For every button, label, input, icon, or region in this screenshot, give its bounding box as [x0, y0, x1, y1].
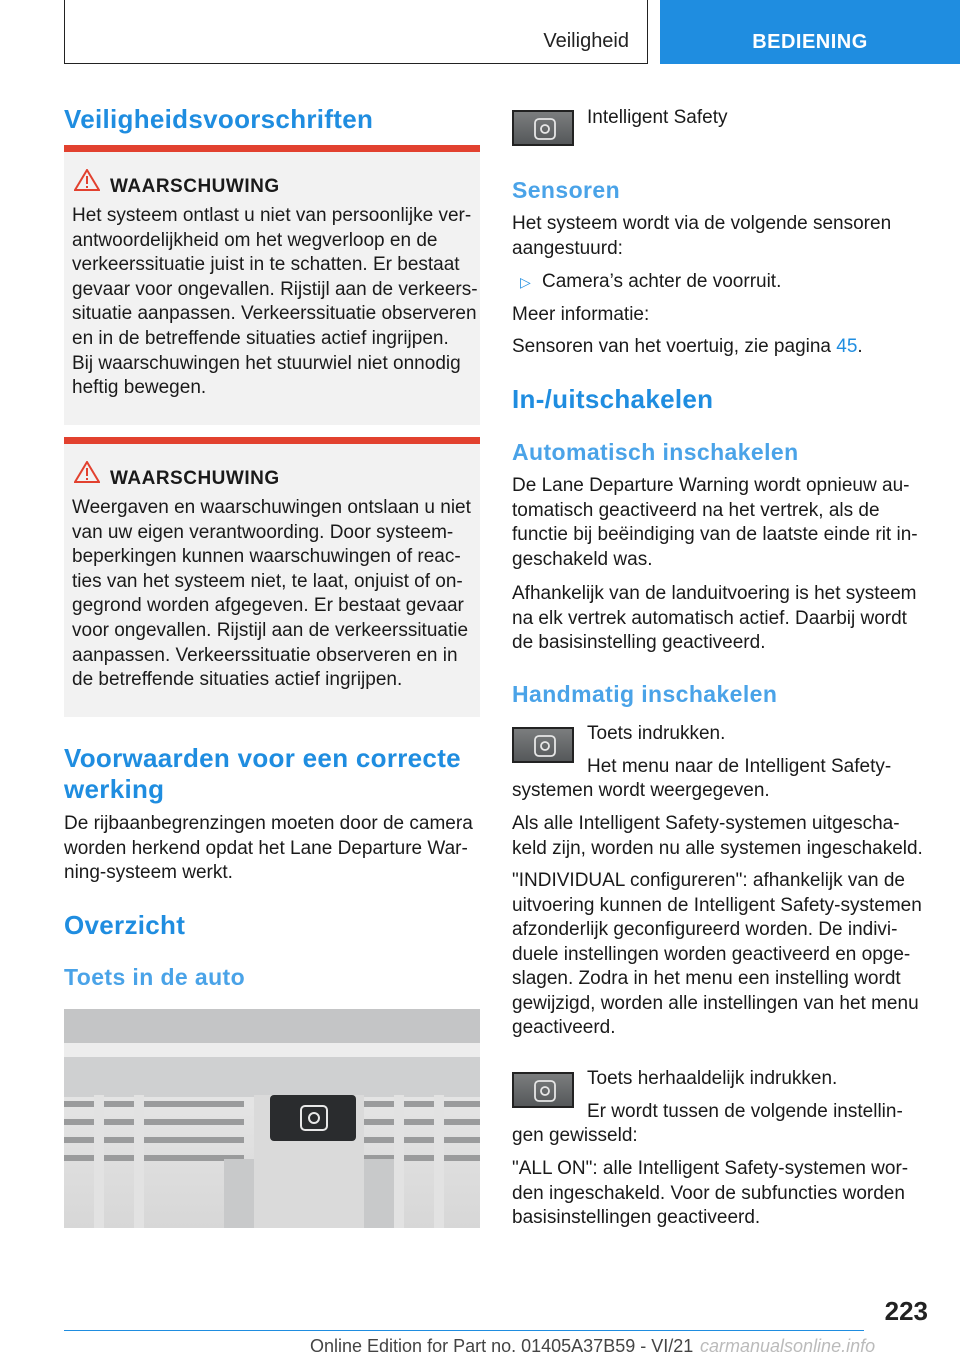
manual-step-2-result-line2: gen gewisseld: — [512, 1125, 638, 1146]
page-title: Veiligheidsvoorschriften — [64, 104, 374, 134]
heading-sensors: Sensoren — [512, 177, 621, 203]
footer-divider — [64, 1330, 864, 1331]
warning-text: Weergaven en waarschuwingen ontslaan u niet van uw eigen verantwoording. Door systeem- beperkingen kunnen waarschuwingen of reac- ties van het systeem niet, te laat, onjuist of on- gegrond worden afgegeven. Er bestaat gevaar voor ongevallen. Rijstijl aan de verkeerssituatie aanpassen. Verkeerssituatie observeren en in de betreffende situaties actief ingrijpen. — [72, 497, 471, 691]
page-link[interactable]: 45 — [836, 336, 858, 357]
heading-on-off: In-/uitschakelen — [512, 384, 714, 414]
warning-text: Het systeem ontlast u niet van persoonlijke ver- antwoordelijkheid om het wegverloop en de verkeerssituatie juist in te schatten. Er bestaat gevaar voor ongevallen. Rijstijl aan de verkeers- situatie aanpassen. Verkeerssituatie observeren en in de betreffende situaties actief ingrijpen. Bij waarschuwingen het stuurwiel niet onnodig heftig bewegen. — [72, 205, 478, 399]
header-section-box — [64, 0, 648, 64]
footer-edition: Online Edition for Part no. 01405A37B59 - VI/21 — [310, 1336, 694, 1356]
warning-label: WAARSCHUWING — [110, 176, 280, 197]
warning-triangle-icon — [74, 169, 100, 196]
manual-step-1: Toets indrukken. — [587, 723, 726, 744]
watermark: carmanualsonline.info — [700, 1336, 876, 1356]
heading-overview: Overzicht — [64, 910, 186, 940]
manual-step-1-result-line1: Het menu naar de Intelligent Safety- — [587, 756, 892, 777]
intelligent-safety-button-icon — [512, 727, 574, 763]
car-dashboard-photo — [64, 1009, 480, 1228]
manual-paragraph-3: "ALL ON": alle Intelligent Safety-systemen wor- den ingeschakeld. Voor de subfuncties worden basisinstellingen geactiveerd. — [512, 1158, 909, 1228]
sensors-bullet-item: Camera’s achter de voorruit. — [542, 271, 782, 292]
manual-paragraph-2: "INDIVIDUAL configureren": afhankelijk van de uitvoering kunnen de Intelligent Safety-systemen afzonderlijk geconfigureerd worden. De indivi- duele instellingen worden geactiveerd en opge- slagen. Zodra in het menu een instelling wordt gewijzigd, worden alle instellingen van het menu geactiveerd. — [512, 870, 922, 1038]
conditions-paragraph: De rijbaanbegrenzingen moeten door de camera worden herkend opdat het Lane Departure War- ning-systeem werkt. — [64, 813, 473, 883]
sensor-reference: Sensoren van het voertuig, zie pagina 45. — [512, 336, 863, 357]
intelligent-safety-label: Intelligent Safety — [587, 107, 728, 128]
manual-step-1-result-line2: systemen wordt weergegeven. — [512, 780, 770, 801]
manual-paragraph-1: Als alle Intelligent Safety-systemen uitgescha- keld zijn, worden nu alle systemen ingeschakeld. — [512, 813, 923, 859]
heading-button-in-car: Toets in de auto — [64, 964, 246, 990]
manual-step-2: Toets herhaaldelijk indrukken. — [587, 1068, 838, 1089]
warning-label: WAARSCHUWING — [110, 468, 280, 489]
auto-paragraph-1: De Lane Departure Warning wordt opnieuw au- tomatisch geactiveerd na het vertrek, als de functie bij beëindiging van de laatste einde rit in- geschakeld was. — [512, 475, 918, 570]
warning-box-2 — [64, 437, 480, 717]
heading-conditions: Voorwaarden voor een correcte werking — [64, 743, 461, 804]
manual-step-2-result-line1: Er wordt tussen de volgende instellin- — [587, 1101, 903, 1122]
warning-triangle-icon — [74, 461, 100, 488]
warning-box-1 — [64, 145, 480, 425]
heading-manual-switch-on: Handmatig inschakelen — [512, 681, 778, 707]
sensors-paragraph: Het systeem wordt via de volgende sensoren aangestuurd: — [512, 213, 892, 259]
intelligent-safety-button-icon — [512, 1072, 574, 1108]
intelligent-safety-button-icon — [512, 110, 574, 146]
page-number: 223 — [884, 1296, 928, 1326]
auto-paragraph-2: Afhankelijk van de landuitvoering is het systeem na elk vertrek automatisch actief. Daarbij wordt de basisinstelling geactiveerd. — [512, 583, 917, 653]
heading-auto-switch-on: Automatisch inschakelen — [512, 439, 799, 465]
bullet-triangle-icon: ▷ — [520, 274, 531, 290]
header-chapter-tab: BEDIENING — [660, 0, 960, 64]
header-section-title: Veiligheid — [543, 30, 629, 52]
more-info-label: Meer informatie: — [512, 304, 650, 325]
